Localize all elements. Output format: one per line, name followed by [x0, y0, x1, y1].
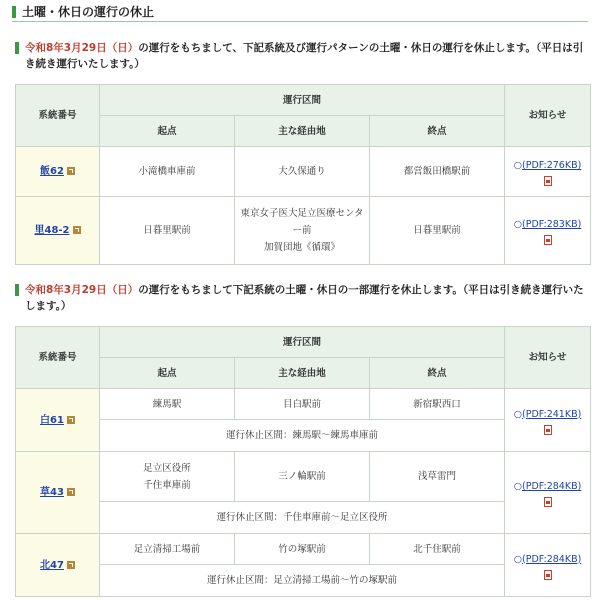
route-link-飯62[interactable]: 飯62	[40, 166, 64, 177]
header-via: 主な経由地	[235, 358, 370, 389]
via-cell: 大久保通り	[235, 147, 370, 197]
external-link-icon[interactable]	[73, 226, 81, 234]
pdf-file-icon[interactable]	[544, 497, 552, 507]
external-link-icon[interactable]	[67, 416, 75, 424]
via-cell	[235, 197, 370, 265]
pdf-file-icon[interactable]	[544, 570, 552, 580]
pdf-link-label: (PDF:284KB)	[522, 553, 582, 565]
notice-cell	[505, 197, 591, 265]
table-row	[16, 420, 591, 452]
route-number-cell	[16, 534, 100, 597]
route-link-里48-2[interactable]: 里48-2	[34, 225, 70, 236]
route-number-cell	[16, 197, 100, 265]
pdf-link[interactable]	[505, 157, 590, 174]
loop-icon: ○	[513, 553, 523, 565]
notice-1	[15, 40, 590, 72]
loop-icon: ○	[513, 481, 523, 492]
header-terminal: 終点	[370, 358, 505, 389]
external-link-icon[interactable]	[67, 561, 75, 569]
terminal-cell: 浅草雷門	[370, 452, 505, 502]
origin-cell: 足立清掃工場前	[100, 534, 235, 565]
table-row	[16, 197, 591, 265]
notice-2-date: 令和8年3月29日（日）	[25, 284, 139, 296]
suspended-section-cell: 運行休止区間：千住車庫前～足立区役所	[100, 502, 505, 534]
via-cell: 竹の塚駅前	[235, 534, 370, 565]
origin-line: 足立区役所	[143, 462, 191, 474]
notice-1-date: 令和8年3月29日（日）	[25, 42, 139, 54]
notice-1-text: の運行をもちまして、下記系統及び運行パターンの土曜・休日の運行を休止します。（平日は引き続き運行いたします。）	[25, 42, 584, 70]
loop-icon: ○	[513, 219, 523, 230]
notice-cell	[505, 534, 591, 597]
pdf-link-label: (PDF:241KB)	[522, 408, 582, 420]
route-number-cell	[16, 389, 100, 452]
notice-2-text: の運行をもちまして下記系統の土曜・休日の一部運行を休止します。（平日は引き続き運行いたします。）	[25, 284, 584, 312]
via-cell: 三ノ輪駅前	[235, 452, 370, 502]
route-table-2	[15, 326, 591, 597]
notice-cell	[505, 389, 591, 452]
via-line: 加賀団地《循環》	[263, 242, 340, 253]
header-section: 運行区間	[100, 327, 505, 358]
route-table-1	[15, 84, 591, 265]
header-notice: お知らせ	[505, 85, 591, 147]
table-row	[16, 147, 591, 197]
origin-cell	[100, 452, 235, 502]
header-route-number: 系統番号	[16, 327, 100, 389]
terminal-cell: 北千住駅前	[370, 534, 505, 565]
via-cell: 目白駅前	[235, 389, 370, 420]
suspended-section-cell: 運行休止区間：練馬駅～練馬車庫前	[100, 420, 505, 452]
pdf-link-label: (PDF:283KB)	[522, 219, 582, 230]
terminal-cell: 都営飯田橋駅前	[370, 147, 505, 197]
suspended-section-cell: 運行休止区間：足立清掃工場前～竹の塚駅前	[100, 565, 505, 597]
terminal-cell: 日暮里駅前	[370, 197, 505, 265]
header-via: 主な経由地	[235, 116, 370, 147]
pdf-link-label: (PDF:276KB)	[522, 160, 582, 171]
pdf-link-label: (PDF:284KB)	[522, 481, 582, 492]
terminal-cell: 新宿駅西口	[370, 389, 505, 420]
notice-cell	[505, 452, 591, 534]
loop-icon: ○	[513, 160, 523, 171]
header-section: 運行区間	[100, 85, 505, 116]
pdf-link[interactable]	[505, 216, 590, 233]
origin-cell: 小滝橋車庫前	[100, 147, 235, 197]
origin-line: 千住車庫前	[143, 479, 191, 491]
origin-cell: 練馬駅	[100, 389, 235, 420]
pdf-file-icon[interactable]	[544, 176, 552, 186]
page-title-text: 土曜・休日の運行の休止	[22, 5, 155, 19]
origin-cell: 日暮里駅前	[100, 197, 235, 265]
route-link-草43[interactable]: 草43	[40, 487, 64, 498]
header-origin: 起点	[100, 358, 235, 389]
table-row	[16, 565, 591, 597]
table-row	[16, 502, 591, 534]
table-row	[16, 452, 591, 502]
route-number-cell	[16, 452, 100, 534]
external-link-icon[interactable]	[67, 488, 75, 496]
page-title	[12, 4, 588, 22]
pdf-file-icon[interactable]	[544, 425, 552, 435]
notice-cell	[505, 147, 591, 197]
loop-icon: ○	[513, 408, 523, 420]
via-line: 東京女子医大足立医療センタ	[240, 208, 364, 219]
route-link-北47[interactable]: 北47	[40, 559, 64, 571]
pdf-link[interactable]	[505, 478, 590, 495]
table-row	[16, 389, 591, 420]
header-route-number: 系統番号	[16, 85, 100, 147]
route-link-白61[interactable]: 白61	[40, 414, 64, 426]
via-line: ー前	[292, 225, 312, 236]
pdf-file-icon[interactable]	[544, 235, 552, 245]
notice-2	[15, 282, 590, 314]
route-number-cell	[16, 147, 100, 197]
header-origin: 起点	[100, 116, 235, 147]
pdf-link[interactable]	[505, 551, 590, 568]
pdf-link[interactable]	[505, 406, 590, 423]
external-link-icon[interactable]	[67, 167, 75, 175]
header-terminal: 終点	[370, 116, 505, 147]
header-notice: お知らせ	[505, 327, 591, 389]
table-row	[16, 534, 591, 565]
